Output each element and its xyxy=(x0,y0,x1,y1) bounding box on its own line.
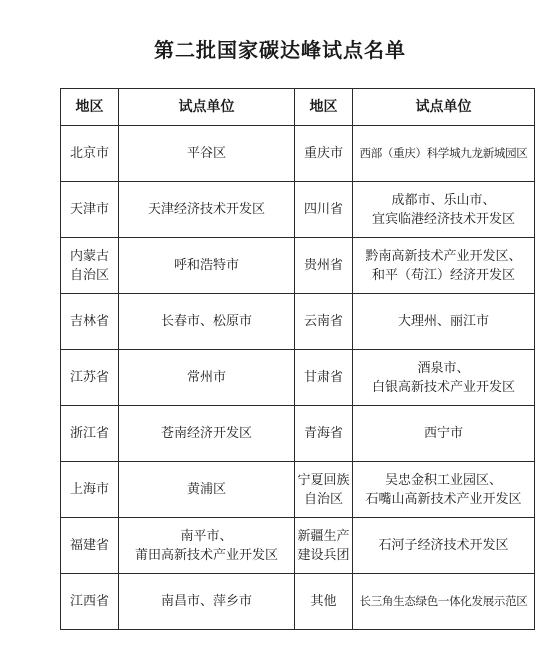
table-row xyxy=(61,462,535,518)
header-pilot-unit: 试点单位 xyxy=(119,89,295,126)
cell-text: 建设兵团 xyxy=(297,547,350,563)
page-title: 第二批国家碳达峰试点名单 xyxy=(154,38,406,62)
cell-text: 莆田高新技术产业开发区 xyxy=(134,547,278,563)
cell-text: 平谷区 xyxy=(186,146,226,161)
table-body xyxy=(61,126,535,630)
region-cell xyxy=(295,238,353,294)
cell-text: 长三角生态绿色一体化发展示范区 xyxy=(359,594,528,608)
region-cell xyxy=(61,574,119,630)
pilot-unit-cell xyxy=(353,126,535,182)
cell-text: 酒泉市、 xyxy=(417,360,470,376)
cell-text: 白银高新技术产业开发区 xyxy=(371,379,515,395)
table-row xyxy=(61,406,535,462)
cell-text: 福建省 xyxy=(69,538,109,553)
cell-text: 吴忠金积工业园区、 xyxy=(384,472,502,488)
cell-text: 黔南高新技术产业开发区、 xyxy=(365,248,522,264)
cell-text: 江苏省 xyxy=(69,370,109,385)
pilot-unit-cell xyxy=(353,350,535,406)
cell-text: 新疆生产 xyxy=(297,528,350,544)
pilot-unit-cell xyxy=(353,406,535,462)
cell-text: 西宁市 xyxy=(423,426,463,441)
region-cell xyxy=(61,350,119,406)
cell-text: 石河子经济技术开发区 xyxy=(378,538,509,553)
pilot-list-table xyxy=(60,88,535,630)
cell-text: 自治区 xyxy=(69,267,109,283)
region-cell xyxy=(61,294,119,350)
cell-text: 大理州、丽江市 xyxy=(397,314,489,329)
cell-text: 甘肃省 xyxy=(303,370,343,385)
pilot-unit-cell xyxy=(119,406,295,462)
cell-text: 自治区 xyxy=(303,491,343,507)
pilot-unit-cell xyxy=(119,350,295,406)
region-cell xyxy=(295,574,353,630)
cell-text: 呼和浩特市 xyxy=(173,258,239,273)
pilot-unit-cell xyxy=(119,182,295,238)
region-cell xyxy=(295,294,353,350)
region-cell xyxy=(295,462,353,518)
pilot-unit-cell xyxy=(353,462,535,518)
pilot-unit-cell xyxy=(119,518,295,574)
cell-text: 青海省 xyxy=(303,426,343,441)
cell-text: 天津市 xyxy=(69,202,109,217)
cell-text: 其他 xyxy=(310,594,337,609)
table-row xyxy=(61,294,535,350)
pilot-unit-cell xyxy=(119,462,295,518)
table-row xyxy=(61,126,535,182)
cell-text: 石嘴山高新技术产业开发区 xyxy=(365,491,522,507)
pilot-unit-cell xyxy=(119,238,295,294)
region-cell xyxy=(295,126,353,182)
header-region: 地区 xyxy=(295,89,353,126)
header-pilot-unit: 试点单位 xyxy=(353,89,535,126)
cell-text: 宜宾临港经济技术开发区 xyxy=(371,211,515,227)
cell-text: 贵州省 xyxy=(303,258,343,273)
pilot-unit-cell xyxy=(119,294,295,350)
cell-text: 上海市 xyxy=(69,482,109,497)
table-row xyxy=(61,182,535,238)
cell-text: 南昌市、萍乡市 xyxy=(160,594,252,609)
pilot-unit-cell xyxy=(119,574,295,630)
cell-text: 重庆市 xyxy=(303,146,343,161)
region-cell xyxy=(61,126,119,182)
region-cell xyxy=(61,518,119,574)
pilot-unit-cell xyxy=(353,182,535,238)
region-cell xyxy=(295,350,353,406)
cell-text: 苍南经济开发区 xyxy=(160,426,252,441)
region-cell xyxy=(295,406,353,462)
region-cell xyxy=(295,182,353,238)
region-cell xyxy=(295,518,353,574)
cell-text: 四川省 xyxy=(303,202,343,217)
cell-text: 成都市、乐山市、 xyxy=(391,192,496,208)
header-region: 地区 xyxy=(61,89,119,126)
cell-text: 西部（重庆）科学城九龙新城园区 xyxy=(359,146,528,160)
cell-text: 南平市、 xyxy=(180,528,233,544)
pilot-unit-cell xyxy=(353,518,535,574)
cell-text: 黄浦区 xyxy=(186,482,226,497)
table-row xyxy=(61,518,535,574)
pilot-unit-cell xyxy=(353,574,535,630)
table-row xyxy=(61,574,535,630)
cell-text: 北京市 xyxy=(69,146,109,161)
cell-text: 宁夏回族 xyxy=(297,472,350,488)
cell-text: 内蒙古 xyxy=(69,248,109,264)
cell-text: 江西省 xyxy=(69,594,109,609)
region-cell xyxy=(61,406,119,462)
table-header-row xyxy=(61,89,535,126)
cell-text: 长春市、松原市 xyxy=(160,314,252,329)
pilot-unit-cell xyxy=(353,238,535,294)
table-row xyxy=(61,238,535,294)
region-cell xyxy=(61,182,119,238)
region-cell xyxy=(61,238,119,294)
cell-text: 浙江省 xyxy=(69,426,109,441)
cell-text: 吉林省 xyxy=(69,314,109,329)
cell-text: 常州市 xyxy=(186,370,226,385)
pilot-unit-cell xyxy=(353,294,535,350)
cell-text: 云南省 xyxy=(303,314,343,329)
cell-text: 天津经济技术开发区 xyxy=(147,202,265,217)
region-cell xyxy=(61,462,119,518)
table-row xyxy=(61,350,535,406)
pilot-unit-cell xyxy=(119,126,295,182)
cell-text: 和平（苟江）经济开发区 xyxy=(371,267,515,283)
